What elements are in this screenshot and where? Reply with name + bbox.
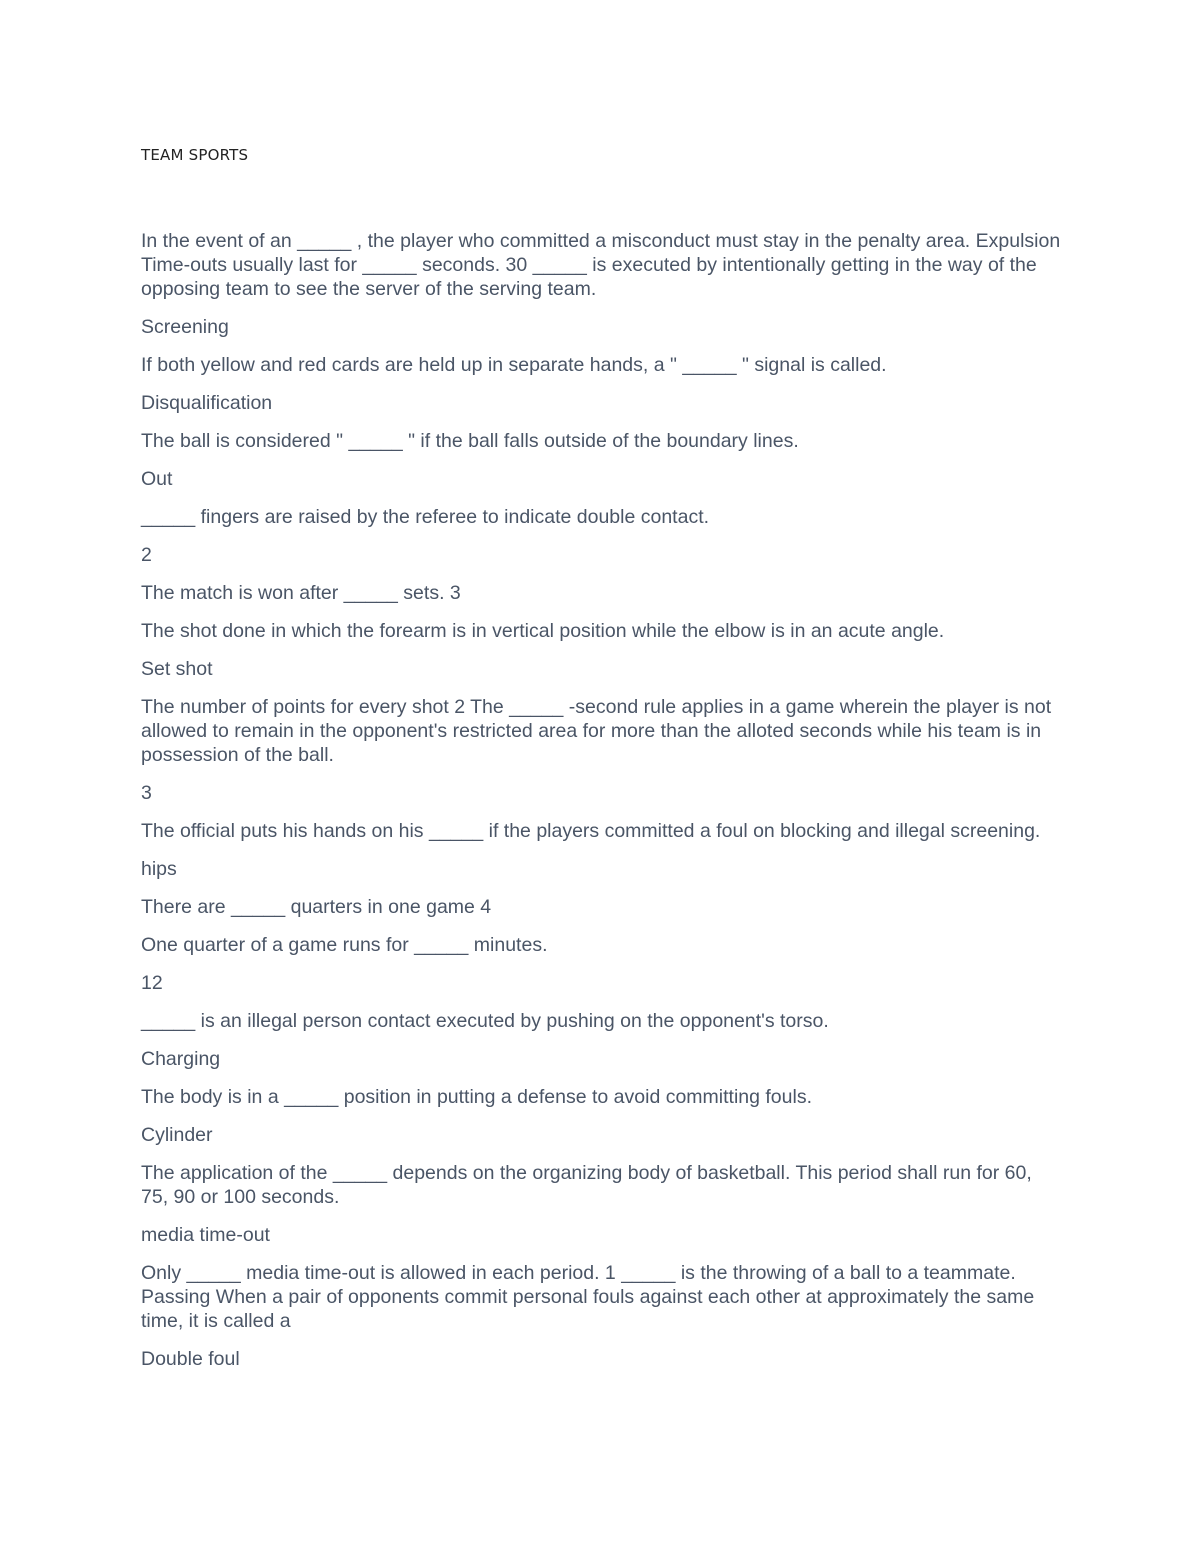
paragraph: One quarter of a game runs for _____ minutes. (141, 934, 548, 956)
document-body (141, 229, 1061, 1385)
answer-line: media time-out (141, 1224, 270, 1246)
answer-line: Double foul (141, 1348, 240, 1370)
paragraph: _____ fingers are raised by the referee to indicate double contact. (141, 506, 710, 528)
answer-line: Out (141, 468, 173, 490)
paragraph: If both yellow and red cards are held up in separate hands, a " _____ " signal is called. (141, 354, 887, 376)
answer-line: Set shot (141, 658, 213, 680)
paragraph: The number of points for every shot 2 The _____ -second rule applies in a game wherein the player is not allowed to remain in the opponent's restricted area for more than the alloted seconds while his team is in possession of the ball. (141, 696, 1052, 766)
paragraph: The official puts his hands on his _____ if the players committed a foul on blocking and illegal screening. (141, 820, 1041, 842)
answer-line: 12 (141, 972, 163, 994)
paragraph: The match is won after _____ sets. 3 (141, 582, 461, 604)
answer-line: Cylinder (141, 1124, 213, 1146)
paragraph: _____ is an illegal person contact executed by pushing on the opponent's torso. (141, 1010, 829, 1032)
answer-line: Screening (141, 316, 229, 338)
answer-line: Disqualification (141, 392, 273, 414)
paragraph: Only _____ media time-out is allowed in each period. 1 _____ is the throwing of a ball to a teammate. Passing When a pair of opponents commit personal fouls against each other at approximately the same time, it is called a (141, 1262, 1035, 1332)
answer-line: hips (141, 858, 177, 880)
paragraph: The application of the _____ depends on the organizing body of basketball. This period shall run for 60, 75, 90 or 100 seconds. (141, 1162, 1032, 1208)
answer-line: 2 (141, 544, 152, 566)
paragraph: The ball is considered " _____ " if the ball falls outside of the boundary lines. (141, 430, 799, 452)
answer-line: 3 (141, 782, 152, 804)
paragraph: In the event of an _____ , the player who committed a misconduct must stay in the penalty area. Expulsion Time-outs usually last for _____ seconds. 30 _____ is executed by intentionally getting in the way of the opposing team to see the server of the serving team. (141, 230, 1061, 300)
paragraph: The shot done in which the forearm is in vertical position while the elbow is in an acute angle. (141, 620, 945, 642)
document-title: TEAM SPORTS (141, 146, 249, 164)
answer-line: Charging (141, 1048, 221, 1070)
paragraph: There are _____ quarters in one game 4 (141, 896, 492, 918)
paragraph: The body is in a _____ position in putting a defense to avoid committing fouls. (141, 1086, 812, 1108)
